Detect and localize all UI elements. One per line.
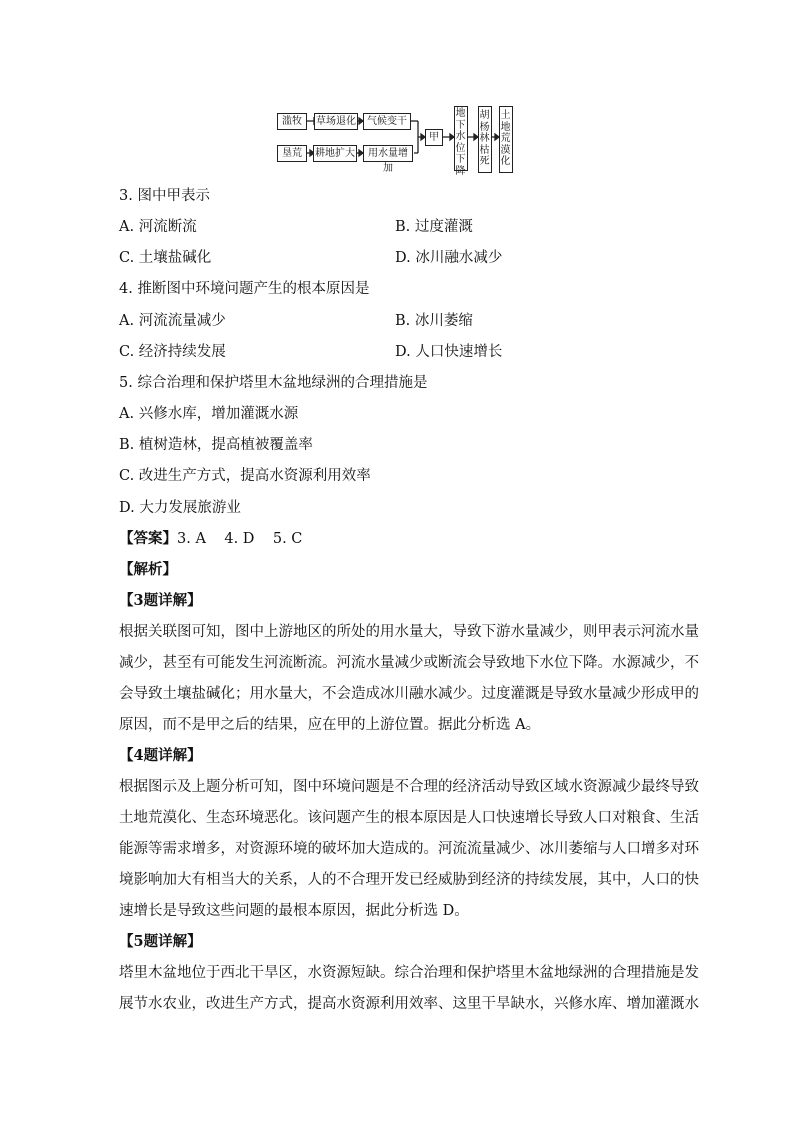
diagram-node-desertification: [499, 106, 513, 173]
detail4-line-1: 根据图示及上题分析可知，图中环境问题是不合理的经济活动导致区域水资源减少最终导致: [119, 779, 699, 795]
q4-option-b: B. 冰川萎缩: [395, 313, 473, 329]
q3-option-d: D. 冰川融水减少: [395, 250, 503, 266]
vertical-label: 土地荒漠化: [500, 110, 511, 167]
diagram-connectors: [0, 0, 794, 200]
diagram-node-poplar-dieoff: [478, 106, 492, 173]
answer-text: 3. A 4. D 5. C: [177, 531, 303, 547]
diagram-node-climate-drying: 气候变干: [363, 113, 411, 130]
diagram-node-overgrazing: 滥牧: [277, 113, 307, 130]
detail4-line-2: 土地荒漠化、生态环境恶化。该问题产生的根本原因是人口快速增长导致人口对粮食、生活: [119, 810, 699, 826]
detail4-line-3: 能源等需求增多，对资源环境的破坏加大造成的。河流流量减少、冰川萎缩与人口增多对环: [119, 841, 699, 857]
q4-stem: 4. 推断图中环境问题产生的根本原因是: [119, 281, 370, 297]
detail5-line-2: 展节水农业，改进生产方式，提高水资源利用效率、这里干旱缺水，兴修水库、增加灌溉水: [119, 996, 699, 1012]
detail4-line-4: 境影响加大有相当大的关系，人的不合理开发已经威胁到经济的持续发展，其中，人口的快: [119, 872, 699, 888]
vertical-label: 地下水位下降: [455, 108, 466, 177]
q5-stem: 5. 综合治理和保护塔里木盆地绿洲的合理措施是: [119, 375, 428, 391]
diagram-node-water-use-increase: 用水量增加: [363, 145, 413, 162]
q5-option-c: C. 改进生产方式，提高水资源利用效率: [119, 468, 371, 484]
diagram-node-grassland-degradation: 草场退化: [314, 113, 358, 130]
diagram-node-jia: 甲: [425, 129, 443, 146]
analysis-label: 【解析】: [119, 561, 177, 578]
q3-option-c: C. 土壤盐碱化: [119, 250, 212, 266]
vertical-label: 胡杨林枯死: [479, 110, 490, 167]
detail3-line-4: 原因，而不是甲之后的结果，应在甲的上游位置。据此分析选 A。: [119, 717, 541, 733]
detail5-line-1: 塔里木盆地位于西北干旱区，水资源短缺。综合治理和保护塔里木盆地绿洲的合理措施是发: [119, 965, 699, 981]
detail3-heading: 【3题详解】: [119, 592, 202, 609]
q4-option-c: C. 经济持续发展: [119, 344, 226, 360]
detail3-line-3: 会导致土壤盐碱化；用水量大，不会造成冰川融水减少。过度灌溉是导致水量减少形成甲的: [119, 686, 699, 702]
detail4-heading: 【4题详解】: [119, 747, 202, 764]
diagram-node-farmland-expansion: 耕地扩大: [313, 145, 357, 162]
q4-option-d: D. 人口快速增长: [395, 344, 503, 360]
detail4-line-5: 速增长是导致这些问题的最根本原因，据此分析选 D。: [119, 903, 469, 919]
detail5-heading: 【5题详解】: [119, 933, 202, 950]
q3-stem: 3. 图中甲表示: [119, 188, 210, 204]
detail3-line-1: 根据关联图可知，图中上游地区的所处的用水量大，导致下游水量减少，则甲表示河流水量: [119, 624, 699, 640]
answer-line: [119, 529, 302, 549]
q5-option-a: A. 兴修水库，增加灌溉水源: [119, 406, 299, 422]
diagram-node-groundwater-decline: [454, 106, 468, 177]
answer-label: 【答案】: [119, 530, 177, 547]
diagram-node-land-reclamation: 垦荒: [277, 145, 307, 162]
q5-option-b: B. 植树造林，提高植被覆盖率: [119, 437, 313, 453]
q3-option-b: B. 过度灌溉: [395, 219, 473, 235]
q4-option-a: A. 河流流量减少: [119, 313, 226, 329]
q5-option-d: D. 大力发展旅游业: [119, 500, 241, 516]
q3-option-a: A. 河流断流: [119, 219, 197, 235]
detail3-line-2: 减少，甚至有可能发生河流断流。河流水量减少或断流会导致地下水位下降。水源减少，不: [119, 655, 699, 671]
